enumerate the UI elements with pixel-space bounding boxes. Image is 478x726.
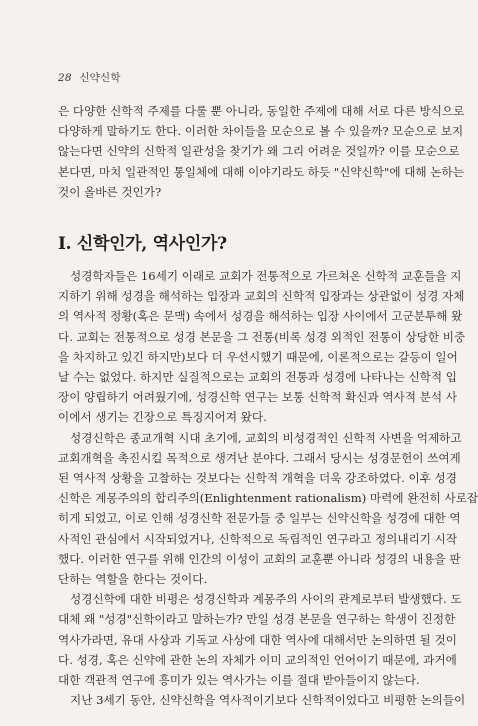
text-line: 을 차지하고 있긴 하지만)보다 더 우선시했기 때문에, 이론적으로는 갈등이 일어 xyxy=(58,349,458,364)
text-line: 이에서 생기는 긴장으로 특징지어져 왔다. xyxy=(58,410,267,425)
text-line: 성경신학은 종교개혁 시대 초기에, 교회의 비성경적인 신학적 사변을 억제하고 xyxy=(70,430,462,445)
text-line: 성경신학에 대한 비평은 성경신학과 계몽주의 사이의 관계로부터 발생했다. 도 xyxy=(70,592,462,607)
text-line: 했다. 이러한 연구를 위해 인간의 이성이 교회의 교훈뿐 아니라 성경의 내용을 판 xyxy=(58,551,461,566)
text-line: 된 역사적 상황을 고찰하는 것보다는 신학적 개혁을 더욱 강조하였다. 이후 성경 xyxy=(58,471,457,486)
section-heading: I. 신학인가, 역사인가? xyxy=(58,234,227,254)
running-header xyxy=(58,70,121,85)
text-line: 본다면, 마치 일관적인 통일체에 대해 이야기라도 하듯 "신약신학"에 대해 논하는 xyxy=(58,164,464,179)
text-line: 않는다면 신약의 신학적 일관성을 찾기가 왜 그리 어려운 것일까? 이를 모순으로 xyxy=(58,144,460,159)
text-line: 교회개혁을 촉진시킬 목적으로 생겨난 분야다. 그래서 당시는 성경문헌이 쓰여게 xyxy=(58,450,461,465)
page-number: 28 xyxy=(58,72,72,84)
text-line: 다. 교회는 전통적으로 성경 본문을 그 전통(비록 성경 외적인 전통이 상당한 비중 xyxy=(58,329,466,344)
text-line: 신학은 계몽주의의 합리주의(Enlightenment rationalism) 마력에 완전히 사로잡 xyxy=(58,491,478,506)
text-line: 단하는 역할을 한다는 것이다. xyxy=(58,572,208,587)
text-line: 역사가라면, 유대 사상과 기독교 사상에 대한 역사에 대해서만 논의하면 될 것이 xyxy=(58,632,457,647)
text-line: 지하기 위해 성경을 해석하는 입장과 교회의 신학적 입장과는 상관없이 성경 자체 xyxy=(58,289,465,304)
intro-paragraph xyxy=(58,101,465,202)
text-line: 장이 양립하기 어려웠기에, 성경신학 연구는 보통 신학적 확신과 역사적 분석 사 xyxy=(58,390,457,405)
text-line: 대체 왜 "성경"신학이라고 말하는가? 만일 성경 본문을 연구하는 학생이 진정한 xyxy=(58,612,456,627)
text-line: 대한 객관적 연구에 흥미가 있는 역사가는 이를 절대 받아들이지 않는다. xyxy=(58,673,420,688)
text-line: 사적인 관심에서 시작되었거나, 신학적으로 독립적인 연구라고 정의내리기 시작 xyxy=(58,531,458,546)
text-line: 은 다양한 신학적 주제를 다룰 뿐 아니라, 동일한 주제에 대해 서로 다른 방식으로 xyxy=(58,104,465,118)
running-title: 신약신학 xyxy=(79,72,121,84)
text-line: 날 수는 없었다. 하지만 실질적으로는 교회의 전통과 성경에 나타나는 신학적 입 xyxy=(58,370,457,385)
text-line: 의 역사적 정황(혹은 문맥) 속에서 성경을 해석하는 입장 사이에서 고군분투해 왔 xyxy=(58,309,463,324)
text-line: 다. 성경, 혹은 신약에 관한 논의 자체가 이미 교의적인 언어이기 때문에, 과거에 xyxy=(58,652,457,667)
text-line: 다양하게 말하기도 한다. 이러한 차이들을 모순으로 볼 수 있을까? 모순으로 보지 xyxy=(58,124,464,139)
text-line: 성경학자들은 16세기 이래로 교회가 전통적으로 가르쳐온 신학적 교훈들을 지 xyxy=(70,269,462,283)
text-line: 것이 올바른 것인가? xyxy=(58,184,162,199)
body-text xyxy=(58,266,478,710)
text-line: 지난 3세기 동안, 신약신학을 역사적이기보다 신학적이었다고 비평한 논의들이 xyxy=(70,693,466,708)
text-line: 히게 되었고, 이로 인해 성경신학 전문가들 중 일부는 신약신학을 성경에 대한 역 xyxy=(58,511,461,526)
